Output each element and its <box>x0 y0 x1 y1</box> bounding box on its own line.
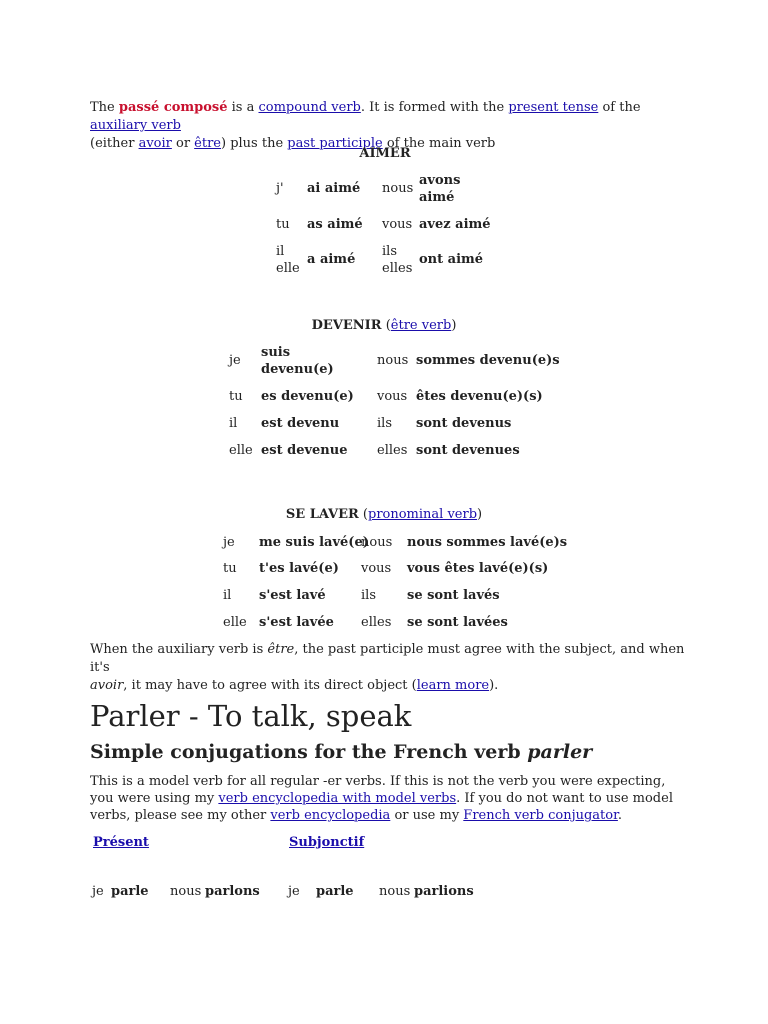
conjugated-form: vous êtes lavé(e)(s) <box>407 561 549 576</box>
conjugated-form: es devenu(e) <box>261 389 354 404</box>
pronoun: nous <box>377 353 409 368</box>
pronoun: il <box>229 416 238 431</box>
conjugated-form: avons aimé <box>419 173 461 205</box>
agreement-text: , the past participle must agree with the subject, and when it's <box>90 642 685 675</box>
pronoun: ils <box>377 416 392 431</box>
conjugated-form: est devenue <box>261 443 348 458</box>
pronoun: elles <box>361 615 392 630</box>
conjugated-form: parlons <box>205 884 260 899</box>
pronoun: tu <box>276 217 290 232</box>
pronoun: vous <box>361 561 392 576</box>
conjugated-form: t'es lavé(e) <box>259 561 339 576</box>
intro-text: The <box>90 100 119 115</box>
model-text: . <box>617 808 623 823</box>
pronoun: vous <box>382 217 413 232</box>
conjugated-form: s'est lavé <box>259 588 326 603</box>
avoir-term: avoir <box>90 678 124 693</box>
etre-term: être <box>267 642 295 657</box>
intro-text: is a <box>227 100 259 115</box>
subheading-verb: parler <box>527 741 593 763</box>
pronoun: je <box>229 353 241 368</box>
conjugated-form: s'est lavée <box>259 615 334 630</box>
intro-text: of the main verb <box>382 136 496 151</box>
intro-paragraph <box>90 99 690 153</box>
paren: ( <box>381 318 391 333</box>
devenir-title: DEVENIR <box>311 318 382 333</box>
pronoun: ils elles <box>382 244 413 276</box>
pronoun: je <box>92 884 104 899</box>
conjugated-form: se sont lavées <box>407 615 508 630</box>
conjugated-form: est devenu <box>261 416 340 431</box>
past-participle-link[interactable]: past participle <box>287 136 383 151</box>
conjugated-form: êtes devenu(e)(s) <box>416 389 543 404</box>
agreement-text: , it may have to agree with its direct object ( <box>123 678 417 693</box>
conjugated-form: avez aimé <box>419 217 491 232</box>
conjugated-form: me suis lavé(e) <box>259 535 369 550</box>
pronoun: j' <box>276 181 284 196</box>
devenir-title-line <box>230 318 538 333</box>
model-verb-paragraph <box>90 773 690 824</box>
avoir-link[interactable]: avoir <box>138 136 172 151</box>
french-verb-conjugator-link[interactable]: French verb conjugator <box>463 808 618 823</box>
conjugated-form: sommes devenu(e)s <box>416 353 560 368</box>
pronoun: nous <box>379 884 411 899</box>
parler-subheading <box>90 741 592 763</box>
pronoun: tu <box>223 561 237 576</box>
conjugated-form: ont aimé <box>419 252 484 267</box>
model-text: . If you do not want to use model verbs, please see my other <box>90 791 673 823</box>
model-text: or use my <box>390 808 464 823</box>
conjugated-form: parle <box>316 884 354 899</box>
pronominal-verb-link[interactable]: pronominal verb <box>368 507 478 522</box>
conjugated-form: as aimé <box>307 217 363 232</box>
learn-more-link[interactable]: learn more <box>416 678 490 693</box>
pronoun: tu <box>229 389 243 404</box>
tab-subjonctif[interactable]: Subjonctif <box>289 835 365 850</box>
pronoun: nous <box>361 535 393 550</box>
pronoun: nous <box>382 181 414 196</box>
tab-present[interactable]: Présent <box>93 835 149 850</box>
parler-heading: Parler - To talk, speak <box>90 699 412 733</box>
agreement-paragraph <box>90 641 690 695</box>
verb-encyclopedia-link[interactable]: verb encyclopedia <box>270 808 391 823</box>
conjugated-form: parle <box>111 884 149 899</box>
conjugated-form: sont devenus <box>416 416 512 431</box>
pronoun: il elle <box>276 244 300 276</box>
pronoun: elles <box>377 443 408 458</box>
conjugated-form: ai aimé <box>307 181 361 196</box>
conjugated-form: parlions <box>414 884 474 899</box>
pronoun: nous <box>170 884 202 899</box>
intro-text: or <box>171 136 195 151</box>
passe-compose-term: passé composé <box>118 100 228 115</box>
verb-encyclopedia-model-link[interactable]: verb encyclopedia with model verbs <box>218 791 457 806</box>
conjugated-form: se sont lavés <box>407 588 500 603</box>
aimer-title: AIMER <box>359 146 411 161</box>
intro-text: of the <box>598 100 641 115</box>
compound-verb-link[interactable]: compound verb <box>258 100 361 115</box>
selaver-title: SE LAVER <box>285 507 359 522</box>
subheading-text: Simple conjugations for the French verb <box>90 741 528 763</box>
pronoun: elle <box>223 615 247 630</box>
paren: ) <box>451 318 457 333</box>
agreement-text: ). <box>489 678 499 693</box>
intro-text: ) plus the <box>221 136 288 151</box>
etre-link[interactable]: être <box>194 136 221 151</box>
conjugated-form: sont devenues <box>416 443 520 458</box>
etre-verb-link[interactable]: être verb <box>390 318 452 333</box>
pronoun: je <box>223 535 235 550</box>
auxiliary-verb-link[interactable]: auxiliary verb <box>90 118 181 133</box>
pronoun: il <box>223 588 232 603</box>
conjugated-form: suis devenu(e) <box>261 345 334 377</box>
intro-text: . It is formed with the <box>360 100 509 115</box>
pronoun: ils <box>361 588 376 603</box>
pronoun: elle <box>229 443 253 458</box>
conjugated-form: nous sommes lavé(e)s <box>407 535 568 550</box>
paren: ) <box>477 507 483 522</box>
selaver-title-line <box>220 507 548 522</box>
paren: ( <box>358 507 368 522</box>
intro-text: (either <box>90 136 139 151</box>
pronoun: je <box>288 884 300 899</box>
present-tense-link[interactable]: present tense <box>508 100 599 115</box>
model-text: This is a model verb for all regular -er verbs. If this is not the verb you were expecting, you were using my <box>90 774 666 806</box>
pronoun: vous <box>377 389 408 404</box>
conjugated-form: a aimé <box>307 252 356 267</box>
agreement-text: When the auxiliary verb is <box>90 642 268 657</box>
